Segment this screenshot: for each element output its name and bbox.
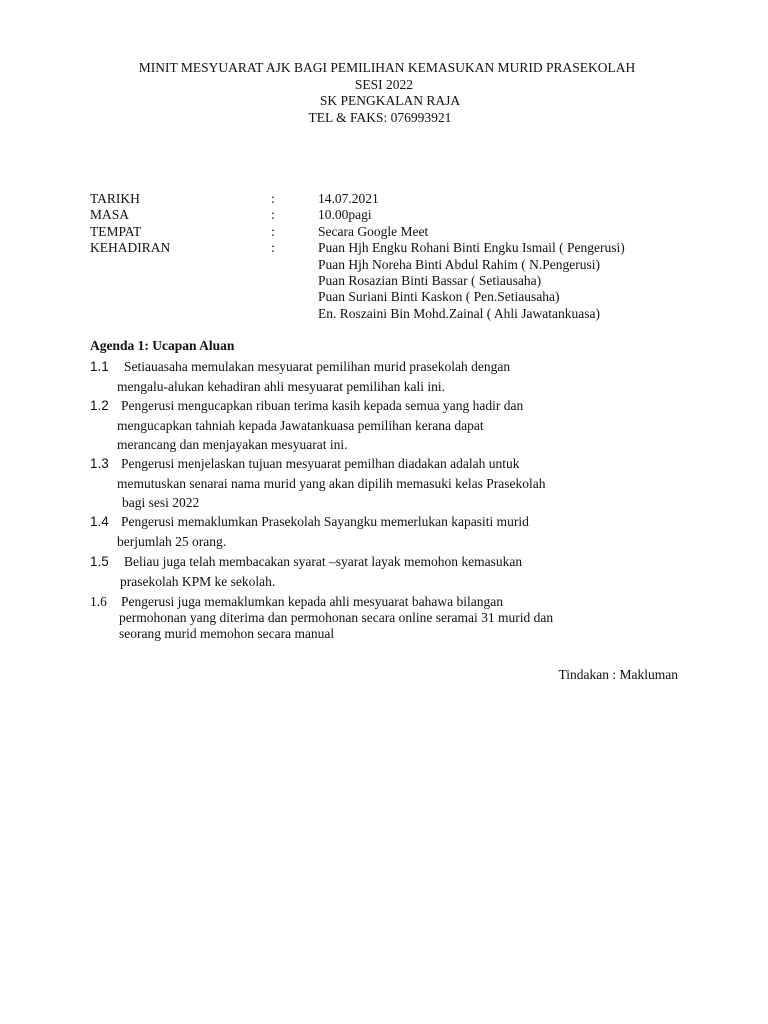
phone-fax-line: TEL & FAKS: 076993921 [308, 110, 452, 125]
agenda-item-text: mengucapkan tahniah kepada Jawatankuasa pemilihan kerana dapat [117, 418, 484, 433]
info-row-tarikh [0, 191, 768, 207]
info-row-tempat [0, 224, 768, 240]
attendee-row [0, 273, 768, 289]
kehadiran-label: KEHADIRAN [90, 240, 171, 255]
masa-colon: : [271, 207, 275, 222]
tempat-colon: : [271, 224, 275, 239]
info-row-masa [0, 207, 768, 223]
tarikh-colon: : [271, 191, 275, 206]
agenda-item-text: merancang dan menjayakan mesyuarat ini. [117, 437, 348, 452]
masa-label: MASA [90, 207, 130, 222]
agenda-item-text: berjumlah 25 orang. [117, 534, 227, 549]
document-title: MINIT MESYUARAT AJK BAGI PEMILIHAN KEMASUKAN MURID PRASEKOLAH [138, 60, 636, 75]
tempat-value: Secara Google Meet [318, 224, 429, 239]
tempat-label: TEMPAT [90, 224, 142, 239]
attendee-item: Puan Hjh Engku Rohani Binti Engku Ismail ( Pengerusi) [318, 240, 625, 255]
info-row-kehadiran [0, 240, 768, 256]
masa-value: 10.00pagi [318, 207, 372, 222]
agenda-item-text: seorang murid memohon secara manual [119, 626, 335, 641]
agenda-item-number: 1.1 [90, 359, 109, 374]
agenda-item-text: memutuskan senarai nama murid yang akan dipilih memasuki kelas Prasekolah [117, 476, 546, 491]
agenda-item-number: 1.6 [90, 594, 107, 609]
attendee-row [0, 289, 768, 305]
tarikh-label: TARIKH [90, 191, 140, 206]
agenda-item-text: mengalu-alukan kehadiran ahli mesyuarat pemilihan kali ini. [117, 379, 446, 394]
agenda-item-number: 1.3 [90, 456, 109, 471]
agenda-item-text: permohonan yang diterima dan permohonan secara online seramai 31 murid dan [119, 610, 554, 625]
agenda-item-text: prasekolah KPM ke sekolah. [120, 574, 276, 589]
attendee-item: Puan Hjh Noreha Binti Abdul Rahim ( N.Pengerusi) [318, 257, 600, 272]
agenda-item-text: Pengerusi mengucapkan ribuan terima kasih kepada semua yang hadir dan [121, 398, 524, 413]
session-line: SESI 2022 [354, 77, 414, 92]
school-name: SK PENGKALAN RAJA [319, 93, 461, 108]
agenda-item-number: 1.4 [90, 514, 109, 529]
agenda-item-text: Beliau juga telah membacakan syarat –syarat layak memohon kemasukan [124, 554, 523, 569]
tarikh-value: 14.07.2021 [318, 191, 379, 206]
agenda-item-number: 1.5 [90, 554, 109, 569]
kehadiran-colon: : [271, 240, 275, 255]
agenda-item-text: bagi sesi 2022 [122, 495, 200, 510]
agenda-item-number: 1.2 [90, 398, 109, 413]
agenda-item-text: Pengerusi menjelaskan tujuan mesyuarat pemilhan diadakan adalah untuk [121, 456, 520, 471]
attendee-row [0, 306, 768, 322]
attendee-item: En. Roszaini Bin Mohd.Zainal ( Ahli Jawatankuasa) [318, 306, 600, 321]
agenda-title: Agenda 1: Ucapan Aluan [90, 338, 235, 353]
tindakan-note: Tindakan : Makluman [558, 667, 678, 682]
attendee-item: Puan Suriani Binti Kaskon ( Pen.Setiausaha) [318, 289, 560, 304]
agenda-item-text: Setiauasaha memulakan mesyuarat pemilihan murid prasekolah dengan [124, 359, 511, 374]
agenda-item-text: Pengerusi memaklumkan Prasekolah Sayangku memerlukan kapasiti murid [121, 514, 529, 529]
attendee-row [0, 257, 768, 273]
attendee-item: Puan Rosazian Binti Bassar ( Setiausaha) [318, 273, 542, 288]
agenda-item-text: Pengerusi juga memaklumkan kepada ahli mesyuarat bahawa bilangan [121, 594, 503, 609]
